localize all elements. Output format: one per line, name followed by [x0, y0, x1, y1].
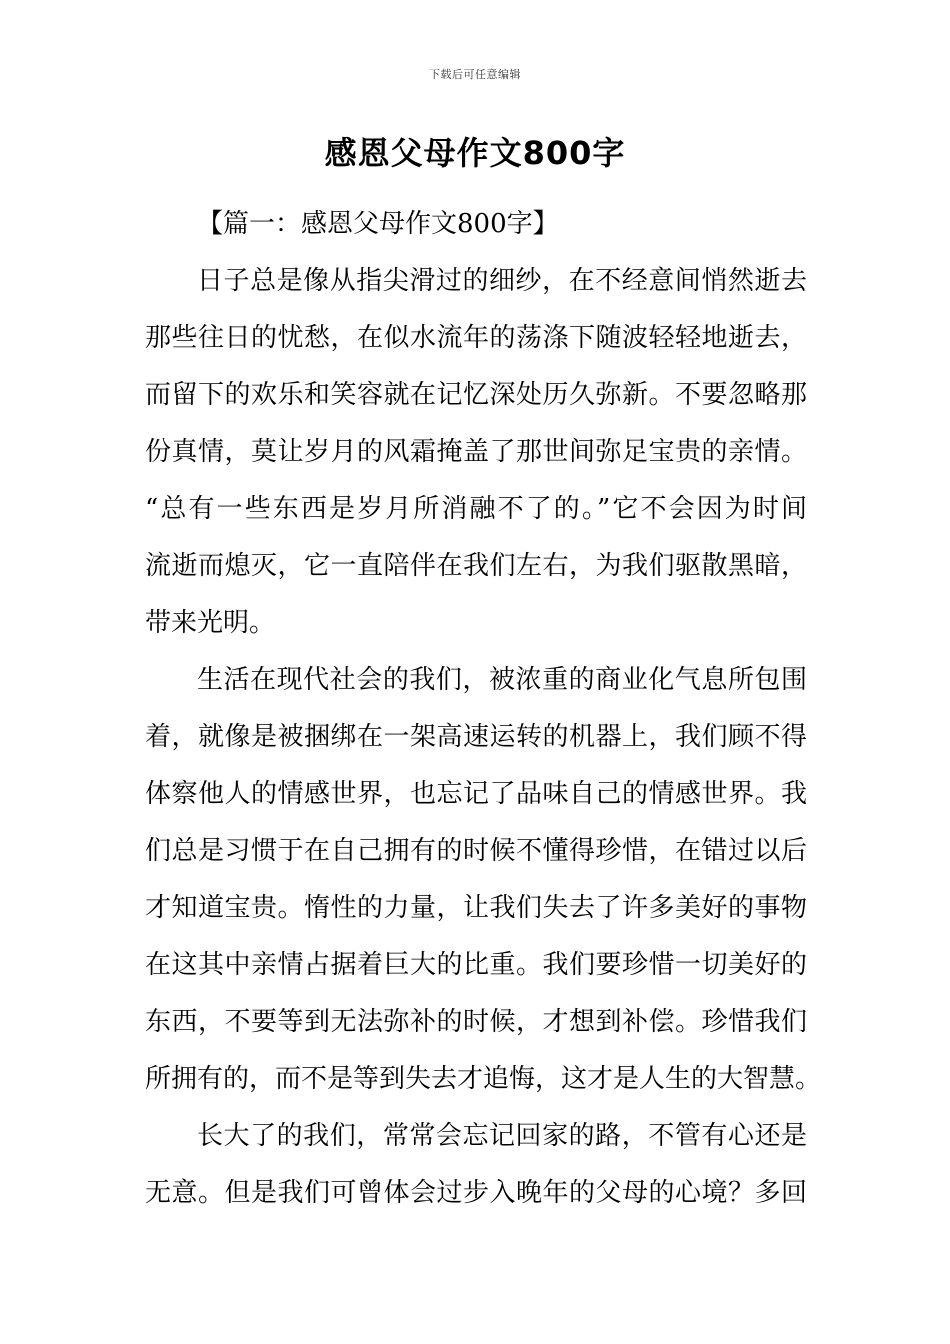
text-line: 生活在现代社会的我们，被浓重的商业化气息所包围 [197, 665, 807, 695]
text-line: 体察他人的情感世界，也忘记了品味自己的情感世界。我 [145, 779, 807, 809]
text-line: 在这其中亲情占据着巨大的比重。我们要珍惜一切美好的 [145, 950, 807, 980]
text-line: 东西，不要等到无法弥补的时候，才想到补偿。珍惜我们 [145, 1007, 807, 1037]
paragraph-2 [145, 652, 822, 1108]
page-title: 感恩父母作文800字 [324, 134, 626, 172]
paragraph-3 [145, 1108, 807, 1222]
text-line: 日子总是像从指尖滑过的细纱，在不经意间悄然逝去 [197, 266, 807, 296]
header-note: 下载后可任意编辑 [429, 68, 521, 81]
text-line: 无意。但是我们可曾体会过步入晚年的父母的心境？多回 [145, 1178, 807, 1208]
text-line: 带来光明。 [145, 608, 276, 638]
text-line: 所拥有的，而不是等到失去才追悔，这才是人生的大智慧。 [145, 1064, 822, 1094]
text-line: 流逝而熄灭，它一直陪伴在我们左右，为我们驱散黑暗， [145, 551, 807, 581]
section-heading: 【篇一：感恩父母作文800字】 [197, 209, 559, 239]
text-line: 们总是习惯于在自己拥有的时候不懂得珍惜，在错过以后 [145, 836, 807, 866]
text-line: 才知道宝贵。惰性的力量，让我们失去了许多美好的事物 [145, 893, 807, 923]
document-body [145, 196, 822, 1222]
text-line: “总有一些东西是岁月所消融不了的。”它不会因为时间 [145, 494, 807, 524]
text-line: 着，就像是被捆绑在一架高速运转的机器上，我们顾不得 [145, 722, 807, 752]
text-line: 那些往日的忧愁，在似水流年的荡涤下随波轻轻地逝去， [145, 323, 807, 353]
text-line: 长大了的我们，常常会忘记回家的路，不管有心还是 [197, 1121, 807, 1151]
paragraph-1 [145, 253, 807, 652]
text-line: 份真情，莫让岁月的风霜掩盖了那世间弥足宝贵的亲情。 [145, 437, 807, 467]
text-line: 而留下的欢乐和笑容就在记忆深处历久弥新。不要忽略那 [145, 380, 807, 410]
